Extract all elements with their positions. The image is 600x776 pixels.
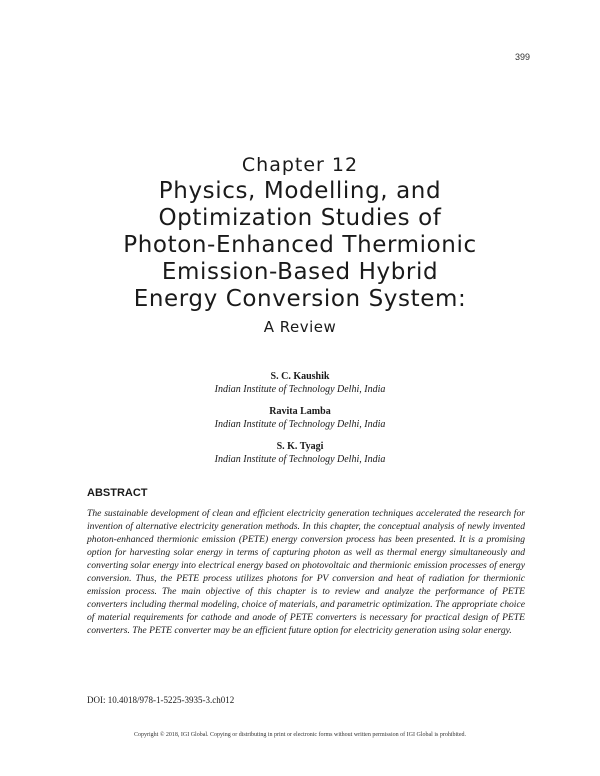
abstract-body: The sustainable development of clean and efficient electricity generation techniques accelerated the research for invention of alternative electricity generation methods. In this chapter, the conceptual analysis of newly invented photon-enhanced thermionic emission (PETE) energy conversion process has been presented. It is a promising option for harvesting solar energy in terms of capturing photon as well as thermal energy simultaneously and converting solar energy into electrical energy based on photovoltaic and thermionic emission processes of energy conversion. Thus, the PETE process utilizes photons for PV conversion and heat of radiation for thermionic emission process. The main objective of this chapter is to review and analyze the performance of PETE converters including thermal modeling, choice of materials, and parametric optimization. The appropriate choice of material requirements for cathode and anode of PETE converters is necessary for practical design of PETE converters. The PETE converter may be an efficient future option for electricity generation using solar energy. <box>87 508 525 636</box>
author-name: Ravita Lamba <box>269 406 331 417</box>
chapter-subtitle: A Review <box>263 318 337 336</box>
doi-text: DOI: 10.4018/978-1-5225-3935-3.ch012 <box>87 695 235 705</box>
author-affiliation: Indian Institute of Technology Delhi, India <box>214 419 386 430</box>
author-affiliation: Indian Institute of Technology Delhi, India <box>214 454 386 465</box>
title-line: Physics, Modelling, and <box>158 178 442 204</box>
title-line: Energy Conversion System: <box>133 286 467 312</box>
author-entry <box>0 440 600 466</box>
chapter-title <box>0 178 600 313</box>
copyright-notice: Copyright © 2018, IGI Global. Copying or distributing in print or electronic forms without written permission of IGI Global is prohibited. <box>133 732 466 738</box>
title-line: Emission-Based Hybrid <box>161 259 439 285</box>
author-affiliation: Indian Institute of Technology Delhi, India <box>214 384 386 395</box>
chapter-label: Chapter 12 <box>241 154 359 176</box>
abstract-heading: ABSTRACT <box>87 487 148 499</box>
author-entry <box>0 370 600 396</box>
author-name: S. C. Kaushik <box>270 371 330 382</box>
page-number: 399 <box>514 52 530 62</box>
title-line: Optimization Studies of <box>158 205 442 231</box>
title-line: Photon-Enhanced Thermionic <box>123 232 477 258</box>
author-name: S. K. Tyagi <box>276 441 324 452</box>
author-entry <box>0 405 600 431</box>
